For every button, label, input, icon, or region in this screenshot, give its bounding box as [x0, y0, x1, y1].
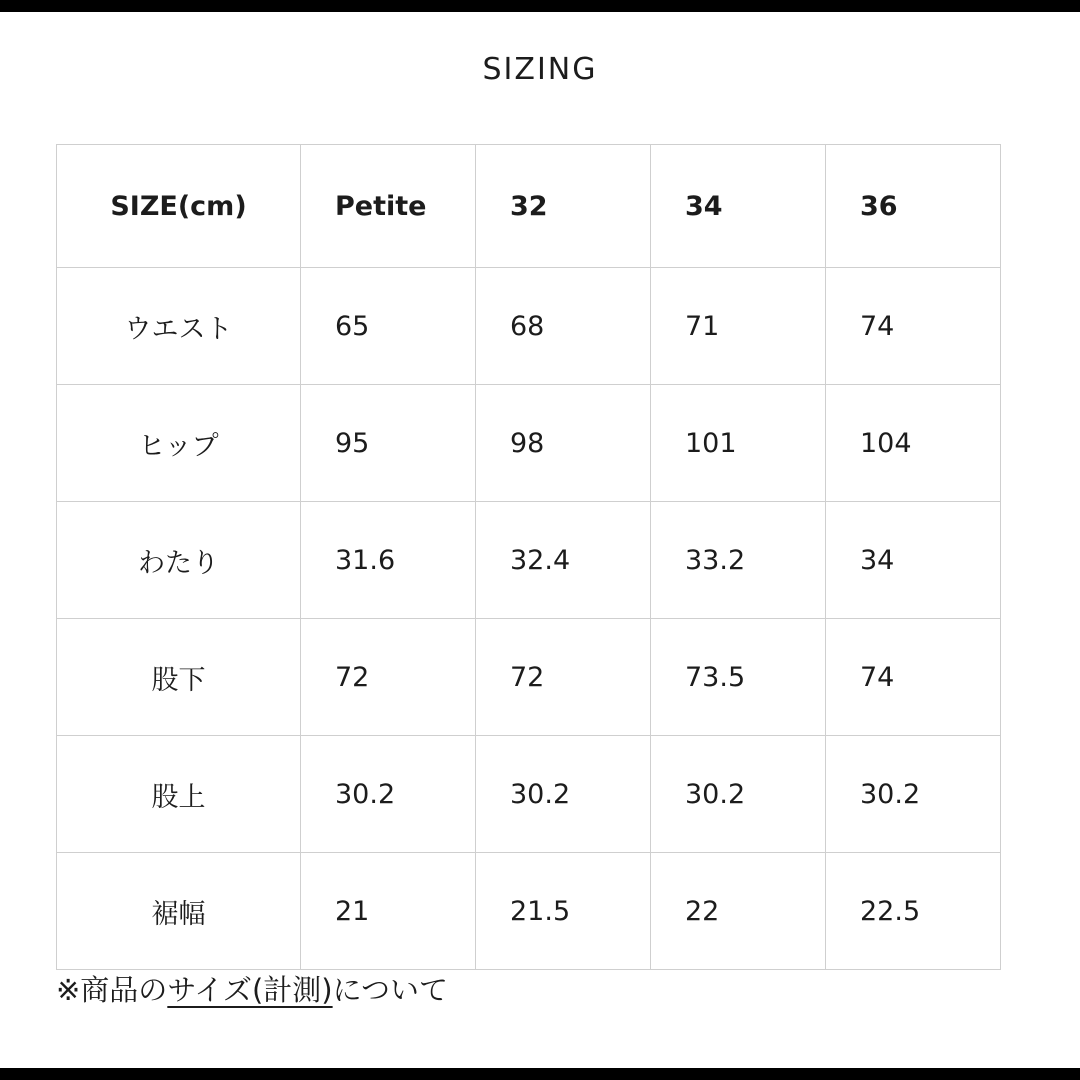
- cell-value: 21: [301, 853, 476, 970]
- cell-value: 32.4: [476, 502, 651, 619]
- size-table: [56, 144, 1001, 970]
- cell-value: 95: [301, 385, 476, 502]
- cell-value: 34: [826, 502, 1001, 619]
- cell-value: 98: [476, 385, 651, 502]
- footnote-prefix: ※商品の: [56, 973, 168, 1007]
- top-letterbox-bar: [0, 0, 1080, 12]
- table-row: [57, 502, 1001, 619]
- row-label: ヒップ: [57, 385, 301, 502]
- cell-value: 72: [476, 619, 651, 736]
- cell-value: 21.5: [476, 853, 651, 970]
- column-header-size: SIZE(cm): [57, 145, 301, 268]
- cell-value: 65: [301, 268, 476, 385]
- page-title: SIZING: [482, 52, 598, 87]
- row-label: ウエスト: [57, 268, 301, 385]
- table-header-row: [57, 145, 1001, 268]
- cell-value: 72: [301, 619, 476, 736]
- row-label: 裾幅: [57, 853, 301, 970]
- row-label: わたり: [57, 502, 301, 619]
- cell-value: 33.2: [651, 502, 826, 619]
- column-header-34: 34: [651, 145, 826, 268]
- column-header-petite: Petite: [301, 145, 476, 268]
- cell-value: 104: [826, 385, 1001, 502]
- table-row: [57, 385, 1001, 502]
- cell-value: 71: [651, 268, 826, 385]
- column-header-32: 32: [476, 145, 651, 268]
- cell-value: 68: [476, 268, 651, 385]
- cell-value: 30.2: [826, 736, 1001, 853]
- footnote-link[interactable]: サイズ(計測): [167, 973, 333, 1007]
- cell-value: 22: [651, 853, 826, 970]
- table-row: [57, 268, 1001, 385]
- column-header-36: 36: [826, 145, 1001, 268]
- size-table-container: [56, 144, 1000, 970]
- footnote-suffix: について: [332, 973, 449, 1007]
- cell-value: 30.2: [476, 736, 651, 853]
- table-row: [57, 853, 1001, 970]
- sizing-footnote: [56, 968, 448, 1009]
- cell-value: 31.6: [301, 502, 476, 619]
- cell-value: 73.5: [651, 619, 826, 736]
- cell-value: 30.2: [651, 736, 826, 853]
- cell-value: 101: [651, 385, 826, 502]
- table-row: [57, 619, 1001, 736]
- row-label: 股下: [57, 619, 301, 736]
- cell-value: 30.2: [301, 736, 476, 853]
- cell-value: 74: [826, 619, 1001, 736]
- cell-value: 22.5: [826, 853, 1001, 970]
- bottom-letterbox-bar: [0, 1068, 1080, 1080]
- table-row: [57, 736, 1001, 853]
- row-label: 股上: [57, 736, 301, 853]
- cell-value: 74: [826, 268, 1001, 385]
